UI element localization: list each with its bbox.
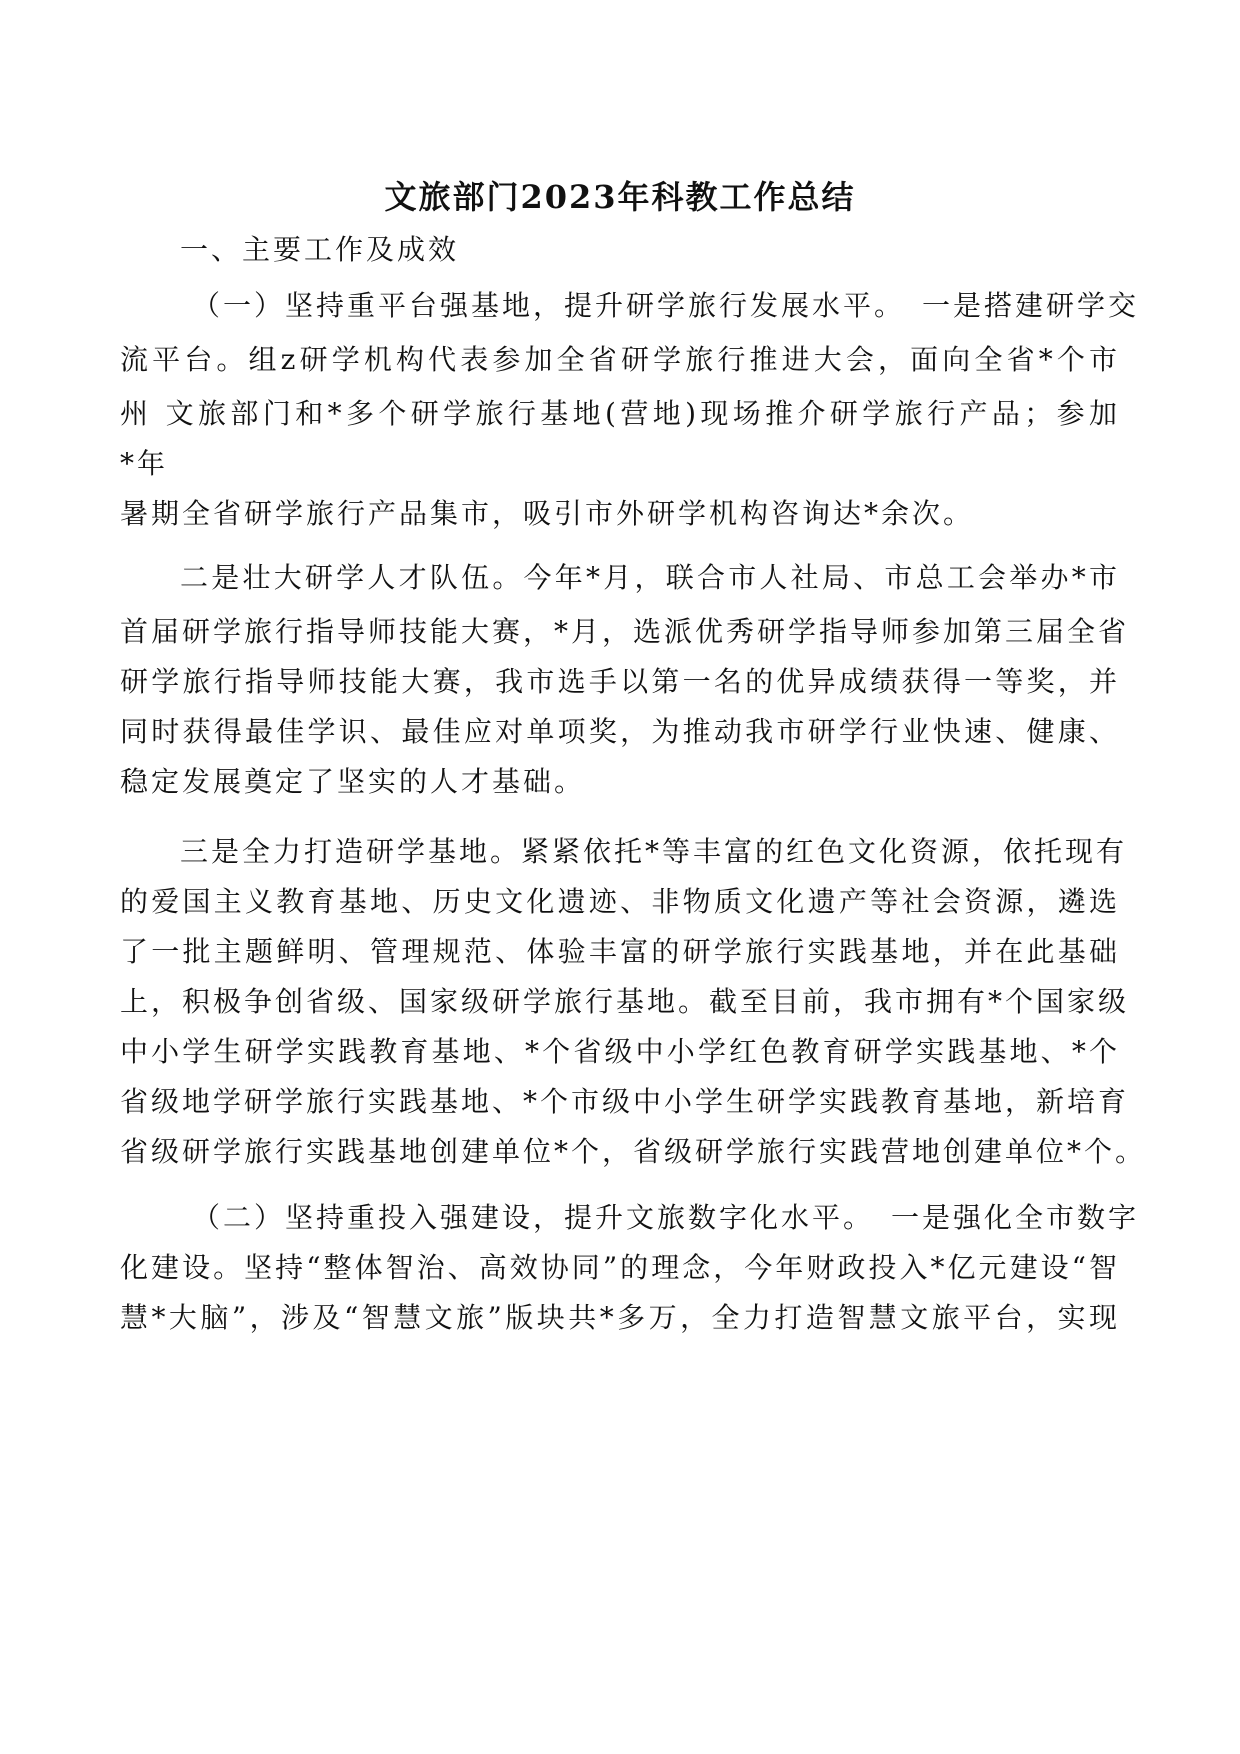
paragraph-line: （二）坚持重投入强建设，提升文旅数字化水平。 一是强化全市数字 bbox=[192, 1201, 1140, 1234]
paragraph-line: 中小学生研学实践教育基地、*个省级中小学红色教育研学实践基地、*个 bbox=[120, 1035, 1120, 1068]
paragraph-line: 暑期全省研学旅行产品集市，吸引市外研学机构咨询达*余次。 bbox=[120, 497, 975, 530]
paragraph-line: *年 bbox=[120, 447, 169, 480]
section-heading: 一、主要工作及成效 bbox=[180, 233, 460, 266]
paragraph-line: 省级研学旅行实践基地创建单位*个，省级研学旅行实践营地创建单位*个。 bbox=[120, 1135, 1147, 1168]
paragraph-line: 化建设。坚持“整体智治、高效协同”的理念，今年财政投入*亿元建设“智 bbox=[120, 1251, 1120, 1284]
paragraph-line: 首届研学旅行指导师技能大赛，*月，选派优秀研学指导师参加第三届全省 bbox=[120, 615, 1130, 648]
paragraph-line: 慧*大脑”，涉及“智慧文旅”版块共*多万，全力打造智慧文旅平台，实现 bbox=[120, 1301, 1120, 1334]
paragraph-line: 省级地学研学旅行实践基地、*个市级中小学生研学实践教育基地，新培育 bbox=[120, 1085, 1130, 1118]
paragraph-line: 上，积极争创省级、国家级研学旅行基地。截至目前，我市拥有*个国家级 bbox=[120, 985, 1130, 1018]
paragraph-line: 州 文旅部门和*多个研学旅行基地(营地)现场推介研学旅行产品；参加 bbox=[120, 397, 1120, 430]
paragraph-line: 稳定发展奠定了坚实的人才基础。 bbox=[120, 765, 586, 798]
document-title: 文旅部门2023年科教工作总结 bbox=[384, 178, 856, 216]
paragraph-line: 二是壮大研学人才队伍。今年*月，联合市人社局、市总工会举办*市 bbox=[180, 561, 1120, 594]
paragraph-line: 研学旅行指导师技能大赛，我市选手以第一名的优异成绩获得一等奖，并 bbox=[120, 665, 1120, 698]
paragraph-line: 了一批主题鲜明、管理规范、体验丰富的研学旅行实践基地，并在此基础 bbox=[120, 935, 1120, 968]
paragraph-line: 流平台。组z研学机构代表参加全省研学旅行推进大会，面向全省*个市 bbox=[120, 343, 1120, 376]
paragraph-line: 的爱国主义教育基地、历史文化遗迹、非物质文化遗产等社会资源，遴选 bbox=[120, 885, 1120, 918]
paragraph-line: 同时获得最佳学识、最佳应对单项奖，为推动我市研学行业快速、健康、 bbox=[120, 715, 1120, 748]
paragraph-line: 三是全力打造研学基地。紧紧依托*等丰富的红色文化资源，依托现有 bbox=[180, 835, 1128, 868]
paragraph-line: （一）坚持重平台强基地，提升研学旅行发展水平。 一是搭建研学交 bbox=[192, 289, 1140, 322]
